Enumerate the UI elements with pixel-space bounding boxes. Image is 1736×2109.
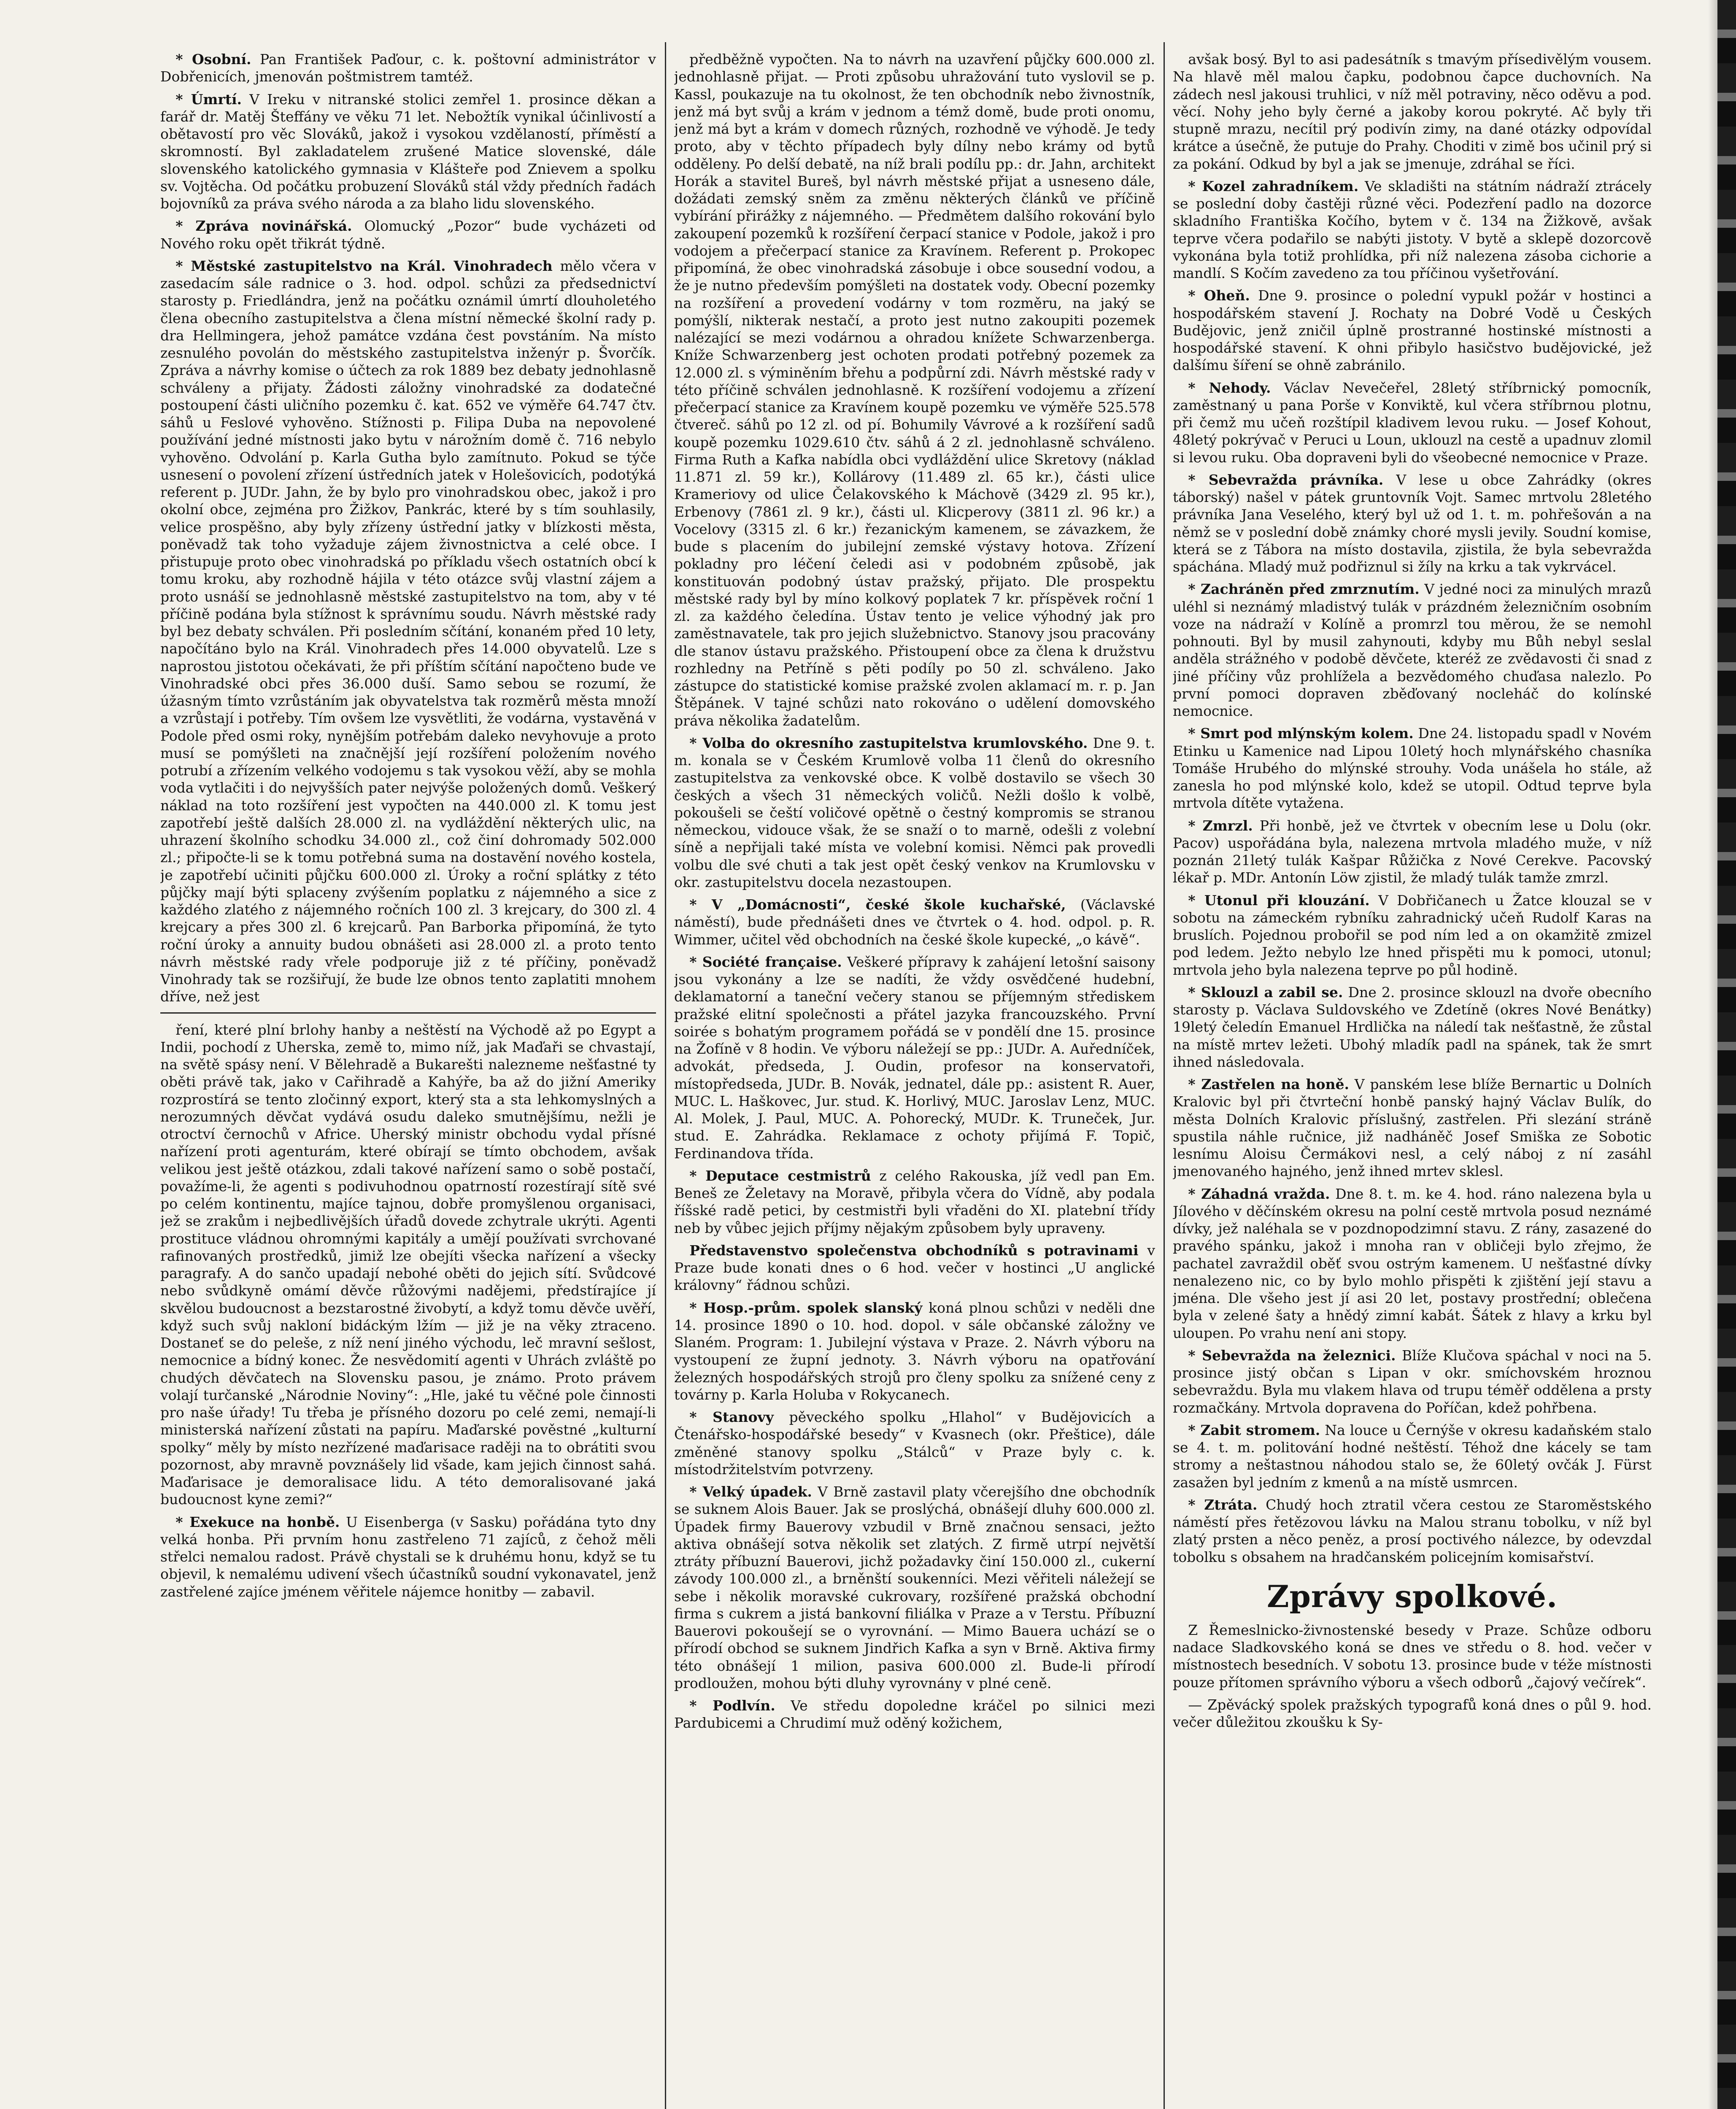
- article-body: Veškeré přípravy k zahájení letošní saisony jsou vykonány a lze se nadíti, že vždy osvědčené hudební, deklamatorní a taneční večery stanou se příjemným střediskem pražské elitní společnosti a přátel jazyka francouzského. První soirée s bohatým programem pořádá se v pondělí dne 15. prosince na Žofíně v 8 hodin. Ve výboru náležejí se pp.: JUDr. A. Auředníček, advokát, předseda, J. Oudin, profesor na konservatoři, místopředseda, JUDr. B. Novák, jednatel, dále pp.: asistent R. Auer, MUC. L. Haškovec, Jur. stud. K. Horlivý, MUC. Jaroslav Lenz, MUC. Al. Molek, J. Paul, MUC. A. Pohorecký, MUDr. K. Truneček, Jur. stud. E. Zahrádka. Reklamace z ochoty přijímá F. Topič, Ferdinandova třída.: [674, 953, 1155, 1162]
- article-headline: * Kozel zahradníkem.: [1188, 178, 1359, 194]
- article-headline: * Utonul při klouzání.: [1188, 892, 1370, 909]
- article-body: Dne 2. prosince sklouzl na dvoře obecního starosty p. Václava Suldovského ve Zdetíně (okres Nové Benátky) 19letý čeledín Emanuel Hrdlička na náledí tak nešťastně, že zůstal na místě mrtev ležeti. Ubohý mladík padl na spánek, tak že smrt ihned následovala.: [1173, 984, 1652, 1070]
- article-body: Blíže Klučova spáchal v noci na 5. prosince jistý občan s Lipan v okr. smíchovském hroznou sebevraždu. Byla mu vlakem hlava od trupu téměř oddělena a prsty rozmačkány. Mrtvola dopravena do Poříčan, kdež pohřbena.: [1173, 1347, 1652, 1416]
- section-title: Zprávy spolkové.: [1266, 1578, 1558, 1614]
- news-article: [1173, 1696, 1652, 1731]
- news-article: [1173, 1347, 1652, 1416]
- article-body: předběžně vypočten. Na to návrh na uzavření půjčky 600.000 zl. jednohlasně přijat. — Proti způsobu uhražování tuto vyslovil se p. Kassl, poukazuje na tu okolnost, že ten obchodník nebo živnostník, jenž má byt svůj a krám v jednom a témž domě, bude proti onomu, jenž má byt a krám v domech různých, rozhodně ve výhodě. Je tedy proto, aby v těchto případech byly dílny nebo krámy od bytů odděleny. Po delší debatě, na níž brali podílu pp.: dr. Jahn, architekt Horák a stavitel Bureš, byl návrh městské přijat a usneseno dále, dožádati zemský sněm za změnu některých článků ve příčině vybírání přirážky z nájemného. — Předmětem dalšího rokování bylo zakoupení pozemků k rozšíření čerpací stanice v Podole, jakož i pro vodojem a přečerpací stanice za Kravínem. Referent p. Prokopec připomíná, že obec vinohradská zásobuje i obce sousední vodou, a že je nutno především pomýšleti na dostatek vody. Obecní pozemky na rozšíření a provedení vodárny v tom rozměru, na jaký se pomýšlí, nikterak nestačí, a proto jest nutno zakoupiti pozemek nalézající se mezi vodárnou a ohradou knížete Schwarzenberga. Kníže Schwarzenberg jest ochoten prodati potřebný pozemek za 12.000 zl. s výminěním břehu a podpůrní zdi. Návrh městské rady v této příčině schválen jednohlasně. K rozšíření vodojemu a zřízení přečerpací stanice za Kravínem koupě pozemku ve výměře 525.578 čtvereč. sáhů po 12 zl. od pí. Bohumily Vávrové a k rozšíření sadů koupě pozemku 1029.610 čtv. sáhů á 2 zl. jednohlasně schváleno. Firma Ruth a Kafka nabídla obci vydláždění ulice Skretovy (náklad 11.871 zl. 59 kr.), Kollárovy (11.489 zl. 65 kr.), části ulice Krameriovy od ulice Čelakovského k Máchově (3429 zl. 95 kr.), Erbenovy (7861 zl. 9 kr.), části ul. Klicperovy (3811 zl. 96 kr.) a Vocelovy (3315 zl. 6 kr.) řezanickým kamenem, se závazkem, že bude s placením do jubilejní zemské výstavy hotova. Zřízení pokladny pro léčení čeledi asi v podobném způsobě, jak konstituován podobný ústav pražský, přijato. Dle prospektu městské rady byl by míno kolkový poplatek 7 kr. příspěvek roční 1 zl. za každého čeledína. Ústav tento je velice výhodný jak pro zaměstnavatele, tak pro jejich služebnictvo. Stanovy jsou pracovány dle stanov ústavu pražského. Přistoupení obce za člena k družstvu rozhledny na Petříně s pěti podíly po 50 zl. schváleno. Jako zástupce do statistické komise pražské zvolen aklamací m. r. p. Jan Štěpánek. V tajné schůzi nato rokováno o udělení domovského práva několika žadatelům.: [674, 51, 1155, 729]
- article-headline: * Velký úpadek.: [689, 1483, 812, 1500]
- article-body: Při honbě, jež ve čtvrtek v obecním lese u Dolu (okr. Pacov) uspořádána byla, nalezena mrtvola mladého muže, v níž poznán 21letý tulák Kašpar Růžička z Nové Cerekve. Pacovský lékař p. MDr. Antonín Löw zjistil, že mladý tulák tamže zmrzl.: [1173, 817, 1652, 886]
- news-article: [1173, 178, 1652, 282]
- article-body: Ve středu dopoledne kráčel po silnici mezi Pardubicemi a Chrudimí muž oděný kožichem,: [674, 1697, 1155, 1731]
- article-body: V jedné noci za minulých mrazů uléhl si neznámý mladistvý tulák v prázdném železničním osobním voze na nádraží v Kolíně a promrzl tou měrou, že se nemohl pohnouti. Byl by musil zahynouti, kdyby mu Bůh nebyl seslal anděla strážného v podobě děvčete, kteréž ze zvědavosti či snad z jiné příčiny vůz prohlížela a bezvědomého chuďasa nalezlo. Po první pomoci dopraven zběďovaný nocleháč do kolínské nemocnice.: [1173, 581, 1652, 719]
- news-article: [1173, 1621, 1652, 1691]
- news-article: [1173, 580, 1652, 720]
- article-headline: * Volba do okresního zastupitelstva krumlovského.: [689, 734, 1088, 751]
- article-headline: * V „Domácnosti“, české škole kuchařské,: [689, 896, 1066, 913]
- article-headline: * Deputace cestmistrů: [689, 1167, 871, 1184]
- article-body: koná plnou schůzi v neděli dne 14. prosince 1890 o 10. hod. dopol. v sále občanské záložny ve Slaném. Program: 1. Jubilejní výstava v Praze. 2. Návrh výboru na vystoupení ze župní jednoty. 3. Návrh výboru na opatřování železných hospodářských strojů pro členy spolku za snížené ceny z továrny p. Karla Holuba v Rokycanech.: [674, 1299, 1155, 1403]
- news-article: [674, 1167, 1155, 1237]
- news-article: [1173, 471, 1652, 576]
- article-body: Ve skladišti na státním nádraží ztrácely se poslední doby častěji různé věci. Podezření padlo na dozorce skladního Františka Kočího, bytem v č. 134 na Žižkově, avšak teprve včera podařilo se nabýti jistoty. V bytě a sklepě dozorcově vykonána byla totiž prohlídka, při níž nalezena zásoba cichorie a mandlí. S Kočím zavedeno za tou příčinou vyšetřování.: [1173, 178, 1652, 281]
- column-2: [674, 51, 1155, 2109]
- article-headline: * Société française.: [689, 953, 842, 970]
- article-body: Pan František Paďour, c. k. poštovní administrátor v Dobřenicích, jmenován poštmistrem tamtéž.: [160, 51, 656, 85]
- article-headline: * Zmrzl.: [1188, 817, 1253, 834]
- article-headline: * Zabit stromem.: [1188, 1421, 1320, 1438]
- article-body: z celého Rakouska, jíž vedl pan Em. Beneš ze Želetavy na Moravě, přibyla včera do Vídně, aby podala říšské radě petici, by cestmistři byli vřaděni do XI. platební třídy neb by vůbec jejich příjmy nějakým způsobem byly upraveny.: [674, 1167, 1155, 1236]
- article-body: V Dobřičanech u Žatce klouzal se v sobotu na zámeckém rybníku zahradnický učeň Rudolf Karas na bruslích. Pojednou probořil se pod ním led a on okamžitě zmizel pod ledem. Ježto nebylo lze hned přispěti mu k pomoci, utonul; mrtvola jeho byla nalezena teprve po půl hodině.: [1173, 892, 1652, 978]
- news-article: [1173, 1185, 1652, 1342]
- binding-shadow: [1708, 0, 1717, 2109]
- news-article: [1173, 287, 1652, 374]
- article-headline: * Nehody.: [1188, 379, 1271, 396]
- article-headline: * Zachráněn před zmrznutím.: [1188, 581, 1420, 598]
- news-article: [1173, 984, 1652, 1071]
- article-body: mělo včera v zasedacím sále radnice o 3. hod. odpol. schůzi za předsednictví starosty p. Friedlándra, jenž na počátku oznámil úmrtí dlouholetého člena obecního zastupitelstva a člena místní německé školní rady p. dra Hellmingera, jehož památce vzdána čest povstáním. Na místo zesnulého povolán do městského zastupitelstva inženýr p. Švorčík. Zpráva a návrhy komise o účtech za rok 1889 bez debaty jednohlasně schváleny a přijaty. Žádosti záložny vinohradské za dodatečné postoupení části uličního pozemku č. kat. 652 ve výměře 64.747 čtv. sáhů u Feslové vyhověno. Stížnosti p. Filipa Duba na nepovolené používání jedné místnosti jako bytu v nárožním domě č. 716 nebylo vyhověno. Odvolání p. Karla Gutha bylo zamítnuto. Pokud se týče usnesení o povolení zřízení ústředních jatek v Holešovicích, podotýká referent p. JUDr. Jahn, že by bylo pro vinohradskou obec, jakož i pro okolní obce, zejména pro Žižkov, Pankrác, které by s tím souhlasily, velice prospěšno, aby byly zřízeny ústřední jatky v blízkosti města, poněvadž tak toho vyžaduje zájem živnostnictva a celé obce. I přistupuje proto obec vinohradská po příkladu všech ostatních obcí k tomu kroku, aby rozhodně hájila v této otázce svůj vlastní zájem a proto usnáší se jednohlasně městské zastupitelstvo na tom, aby v té příčině podána byla stížnost k správnímu soudu. Návrh městské rady byl bez debaty schválen. Při posledním sčítání, konaném před 10 lety, napočítáno bylo na Král. Vinohradech přes 14.000 obyvatelů. Lze s naprostou jistotou očekávati, že při příštím sčítání napočteno bude ve Vinohradské obci přes 36.000 duší. Samo sebou se rozumí, že úžasným tímto vzrůstáním jak obyvatelstva tak rozměrů města množí a vzrůstají i potřeby. Tím ovšem lze vysvětliti, že vodárna, vystavěná v Podole před osmi roky, nynějším potřebám daleko nevyhovuje a proto musí se pomýšleti na značnější její rozšíření položením nového potrubí a zřízením velkého vodojemu s tak vysokou věží, aby se mohla voda vytlačiti i do nejvyšších pater nejvýše položených domů. Veškerý náklad na toto rozšíření jest vypočten na 440.000 zl. K tomu jest zapotřebí ještě dalších 28.000 zl. na vydláždění některých ulic, na uhrazení školního schodku 34.000 zl., což činí dohromady 502.000 zl.; připočte-li se k tomu potřebná suma na dostavění nového kostela, je zapotřebí učiniti půjčku 600.000 zl. Úroky a roční splátky z této půjčky mají býti splaceny zvýšením poplatku z nájemného a sice z každého zlatého z nájemného ročních 100 zl. 3 krejcary, do 300 zl. 4 krejcary a přes 300 zl. 6 krejcarů. Pan Barborka připomíná, že tyto roční úroky a annuity budou obnášeti asi 28.000 zl. a proto tento návrh městské rady vřele podporuje již z té příčiny, poněvadž Vinohrady tak se rozšiřují, že bude lze obnos tento zaplatiti mnohem dříve, než jest: [160, 257, 656, 1005]
- column-3: [1173, 51, 1652, 2109]
- article-headline: * Sebevražda na železnici.: [1188, 1347, 1396, 1364]
- article-separator: [160, 1012, 656, 1014]
- column-rule-right: [1164, 42, 1165, 2109]
- article-body: Dne 9. t. m. konala se v Českém Krumlově volba 11 členů do okresního zastupitelstva za venkovské obce. K volbě dostavilo se všech 30 českých a všech 31 německých voličů. Nežli došlo k volbě, pokoušeli se čeští voličové opětně o čestný kompromis se stranou německou, vidouce však, že se snaží o to marně, odešli z volební síně a nepřijali také místa ve volební komisi. Němci pak provedli volbu dle své chuti a tak jest opět český venkov na Krumlovsku v okr. zastupitelstvu docela nezastoupen.: [674, 734, 1155, 890]
- article-headline: * Hosp.-prům. spolek slanský: [689, 1299, 923, 1316]
- article-body: V Ireku v nitranské stolici zemřel 1. prosince děkan a farář dr. Matěj Šteffány ve věku 71 let. Nebožtík vynikal účinlivostí a obětavostí pro věc Slováků, jakož i vysokou vzdělaností, příměstí a skromností. Byl zakladatelem zrušené Matice slovenské, dále slovenského katolického gymnasia v Klášteře pod Znievem a spolku sv. Vojtěcha. Od počátku probuzení Slováků stál vždy předních řadách bojovníků za práva svého národa a za blaho lidu slovenského.: [160, 91, 656, 212]
- article-headline: * Podlvín.: [689, 1697, 775, 1714]
- article-body: V panském lese blíže Bernartic u Dolních Kralovic byl při čtvrteční honbě panský hajný Václav Bulík, do města Dolních Kralovic příslušný, zastřelen. Při slezání stráně spustila náhle ručnice, již nadháněč Josef Smiška ze Sobotic lesnímu Aloisu Čermákovi nesl, a celý náboj z ní zasáhl jmenovaného hajného, jenž ihned mrtev sklesl.: [1173, 1076, 1652, 1180]
- article-headline: * Úmrtí.: [175, 91, 242, 108]
- article-headline: * Oheň.: [1188, 287, 1250, 304]
- page-edge: [1717, 0, 1736, 2109]
- news-article: [1173, 892, 1652, 979]
- article-headline: * Sklouzl a zabil se.: [1188, 984, 1343, 1001]
- column-1: [160, 51, 656, 2109]
- news-article: [1173, 817, 1652, 887]
- news-article: [674, 953, 1155, 1162]
- article-body: V lese u obce Zahrádky (okres táborský) našel v pátek gruntovník Vojt. Samec mrtvolu 28letého právníka Jana Veselého, který byl už od 1. t. m. pohřešován a na němž se v poslední době známky choré mysli jevily. Soudní komise, která se z Tábora na místo dostavila, zjistila, že byla sebevražda spáchána. Mladý muž podřiznul si žíly na krku a tak vykrvácel.: [1173, 471, 1652, 575]
- article-body: Václav Nevečeřel, 28letý stříbrnický pomocník, zaměstnaný u pana Porše v Konviktě, kul včera stříbrnou plotnu, při čemž mu učeň rozštípil kladivem levou ruku. — Josef Kohout, 48letý pokrývač v Peruci u Loun, uklouzl na cestě a upadnuv zlomil si levou ruku. Oba dopraveni byli do všeobecné nemocnice v Praze.: [1173, 379, 1652, 466]
- article-body: avšak bosý. Byl to asi padesátník s tmavým přísedivělým vousem. Na hlavě měl malou čapku, podobnou čapce duchovních. Na zádech nesl jakousi truhlici, v níž měl potraviny, něco oděvu a pod. věcí. Nohy jeho byly černé a jakoby korou pokryté. Ač byly tři stupně mrazu, necítil prý podivín zimy, na dané otázky odpovídal krátce a úsečně, že putuje do Prahy. Choditi v zimě bos učinil prý si za pokání. Odkud by byl a jak se jmenuje, zdráhal se říci.: [1173, 51, 1652, 172]
- news-article: [1173, 379, 1652, 466]
- news-article: [674, 1408, 1155, 1478]
- article-body: Na louce u Černýše v okresu kadaňském stalo se 4. t. m. politování hodné neštěstí. Téhož dne kácely se tam stromy a neštastnou náhodou stalo se, že 60letý ovčák J. Fürst zasažen byl jedním z kmenů a na místě usmrcen.: [1173, 1421, 1652, 1491]
- article-body: Dne 9. prosince o polední vypukl požár v hostinci a hospodářském stavení J. Rochaty na Dobré Vodě u Českých Budějovic, jenž zničil úplně prostranné hostinské místnosti a hospodářské stavení. K ohni přibylo hasičstvo budějovické, jež dalšímu šíření se ohně zabránilo.: [1173, 287, 1652, 374]
- article-headline: * Stanovy: [689, 1409, 774, 1425]
- article-headline: * Ztráta.: [1188, 1496, 1258, 1513]
- column-rule-left: [665, 42, 666, 2109]
- news-article: [1173, 1421, 1652, 1491]
- article-headline: * Smrt pod mlýnským kolem.: [1188, 725, 1414, 742]
- news-article: [1173, 1076, 1652, 1180]
- article-headline: Představenstvo společenstva obchodníků s potravinami: [689, 1242, 1139, 1259]
- article-body: Olomucký „Pozor“ bude vycházeti od Nového roku opět třikrát týdně.: [160, 218, 656, 252]
- article-body: Dne 24. listopadu spadl v Novém Etinku u Kamenice nad Lipou 10letý hoch mlynářského chasníka Tomáše Hrubého do mlýnské strouhy. Voda unášela ho stále, až zanesla ho pod mlýnské kolo, kdež se utopil. Odtud teprve byla mrtvola dítěte vytažena.: [1173, 725, 1652, 812]
- news-article: [674, 1299, 1155, 1404]
- article-body: V Brně zastavil platy včerejšího dne obchodník se suknem Alois Bauer. Jak se proslýchá, obnášejí dluhy 600.000 zl. Úpadek firmy Bauerovy vzbudil v Brně značnou sensaci, ježto aktiva obnášejí sotva několik set zlatých. Z firmě utrpí největší ztráty příbuzní Bauerovi, jichž požadavky činí 150.000 zl., cukerní závody 100.000 zl., a brněnští soukenníci. Mezi věřiteli náležejí se sebe i několik moravské cukrovary, rozšířené pražská obchodní firma s cukrem a jistá bankovní filiálka v Praze a v Terstu. Příbuzní Bauerovi pokoušejí se o vyrovnání. — Mimo Bauera uchází se o přírodí obchod se suknem Jindřich Kafka a syn v Brně. Aktiva firmy této obnášejí 1 milion, pasiva 600.000 zl. Bude-li přírodí prodloužen, mohou býti dluhy vyrovnány v plné ceně.: [674, 1483, 1155, 1691]
- article-headline: * Exekuce na honbě.: [175, 1513, 340, 1530]
- news-article: [674, 1242, 1155, 1294]
- news-article: [1173, 1496, 1652, 1566]
- article-body: Dne 8. t. m. ke 4. hod. ráno nalezena byla u Jílového v děčínském okresu na polní cestě mrtvola posud neznámé dívky, jež naléhala se v pozdnopodzimní stavu. Z rány, zasazené do pravého spánku, jakož i mnoha ran v obličeji bylo zřejmo, že pachatel zavraždil oběť svou ostrým kamenem. U nešťastné dívky nenalezeno nic, co by bylo mohlo přispěti k zjištění její stavu a jména. Dle všeho jest jí asi 20 let, postavy prostřední; oblečena byla v zelené šaty a hnědý zimní kabát. Šátek z hlavy a krku byl uloupen. Po vrahu není ani stopy.: [1173, 1185, 1652, 1341]
- article-headline: * Zastřelen na honě.: [1188, 1076, 1349, 1092]
- news-article: [674, 734, 1155, 891]
- article-body: pěveckého spolku „Hlahol“ v Budějovicích a Čtenářsko-hospodářské besedy“ v Kvasnech (okr. Přeštice), dále změněné stanovy spolku „Stálců“ v Praze byly c. k. místodržitelstvím potvrzeny.: [674, 1409, 1155, 1478]
- news-article: [674, 1483, 1155, 1692]
- article-headline: * Sebevražda právníka.: [1188, 471, 1384, 488]
- article-body: Z Řemeslnicko-živnostenské besedy v Praze. Schůze odboru nadace Sladkovského koná se dnes ve středu o 8. hod. večer v místnostech besedních. V sobotu 13. prosince bude v téže místnosti pouze přítomen správního výboru a všech odborů „čajový večírek“.: [1173, 1621, 1652, 1691]
- article-headline: * Záhadná vražda.: [1188, 1185, 1330, 1202]
- news-article: [160, 217, 656, 252]
- news-article: [160, 257, 656, 1006]
- news-article: [674, 1697, 1155, 1732]
- article-headline: * Městské zastupitelstvo na Král. Vinohradech: [175, 257, 553, 274]
- news-article: [160, 1513, 656, 1600]
- article-body: v Praze bude konati dnes o 6 hod. večer v hostinci „U anglické královny“ řádnou schůzi.: [674, 1242, 1155, 1294]
- article-body: (Václavské náměstí), bude přednášeti dnes ve čtvrtek o 4. hod. odpol. p. R. Wimmer, učitel věd obchodních na české škole kupecké, „o kávě“.: [674, 896, 1155, 948]
- news-article: [160, 91, 656, 213]
- news-article: [160, 51, 656, 86]
- news-article: [1173, 51, 1652, 173]
- article-body: — Zpěvácký spolek pražských typografů koná dnes o půl 9. hod. večer důležitou zkoušku k Sy-: [1173, 1696, 1652, 1730]
- article-headline: * Osobní.: [175, 51, 251, 67]
- article-body: U Eisenberga (v Sasku) pořádána tyto dny velká honba. Při prvním honu zastřeleno 71 zajíců, z čehož měli střelci nemalou radost. Právě chystali se k druhému honu, když se tu objevil, k nemalému udivení všech účastníků soudní vykonavatel, jenž zastřelené zajíce jménem věřitele nájemce honitby — zabavil.: [160, 1513, 656, 1600]
- article-headline: * Zpráva novinářská.: [175, 218, 352, 235]
- news-article: [160, 1021, 656, 1508]
- article-body: ření, které plní brlohy hanby a neštěstí na Východě až po Egypt a Indii, pochodí z Uherska, země to, mimo níž, jak Maďaři se chvastají, na světě spásy není. V Bělehradě a Bukarešti nalezneme nešťastné ty oběti právě tak, jako v Cařihradě a Kahýře, ba až do jižní Ameriky rozprostírá se tento zločinný export, který sta a sta lehkomyslných a nerozumných děvčat vydává osudu daleko smutnějšímu, nežli je otroctví černochů v Africe. Uherský ministr obchodu vydal přísné nařízení proti agenturám, které obírají se tímto obchodem, avšak velikou jest ještě otázkou, zdali takové nařízení samo o sobě postačí, považíme-li, že agenti s podivuhodnou opatrností rozestírají sítě své po celém kontinentu, majíce tajnou, dobře promyšlenou organisaci, jež se zrakům i nejbedlivějších úřadů dovede zchytrale ukrýti. Agenti prostituce vládnou ohromnými kapitály a umějí používati svrchované rafinovaných prostředků, jimiž lze obejíti všecka nařízení a všecky paragrafy. A do sančo upadají nebohé oběti do jejich sítí. Svůdcové nebo svůdkyně omámí děvče růžovými nadějemi, předstírajíce jí skvělou budoucnost a bezstarostné živobytí, a když tomu děvče uvěří, když such svůj nakloní bidáckým lžím — již je na věky ztraceno. Dostaneť se do peleše, z níž není jiného východu, leč mravní sešlost, nemocnice a bídný konec. Že nesvědomití agenti v Uhrách zvláště po chudých děvčatech na Slovensku pasou, je známo. Proto právem volají turčanské „Národnie Noviny“: „Hle, jaké tu věčné pole činnosti pro naše úřady! Tu třeba je přísného dozoru po celé zemi, nemají-li ministerská nařízení zůstati na papíru. Maďarské pověstné „kulturní spolky“ měly by místo nezřízené maďarisace raději na to obrátiti svou pozornost, aby mravně povznášely lid všade, kam jejich činnost sahá. Maďarisace je demoralisace lidu. A této demoralisované jaká budoucnost kyne zemi?“: [160, 1021, 656, 1508]
- news-article: [1173, 725, 1652, 812]
- news-article: [674, 51, 1155, 729]
- article-body: Chudý hoch ztratil včera cestou ze Staroměstského náměstí přes řetězovou lávku na Malou stranu tobolku, v níž byl zlatý prsten a něco peněz, a prosí poctivého nálezce, by odevzdal tobolku s obsahem na hradčanském policejním komisařství.: [1173, 1496, 1652, 1565]
- news-article: [674, 896, 1155, 948]
